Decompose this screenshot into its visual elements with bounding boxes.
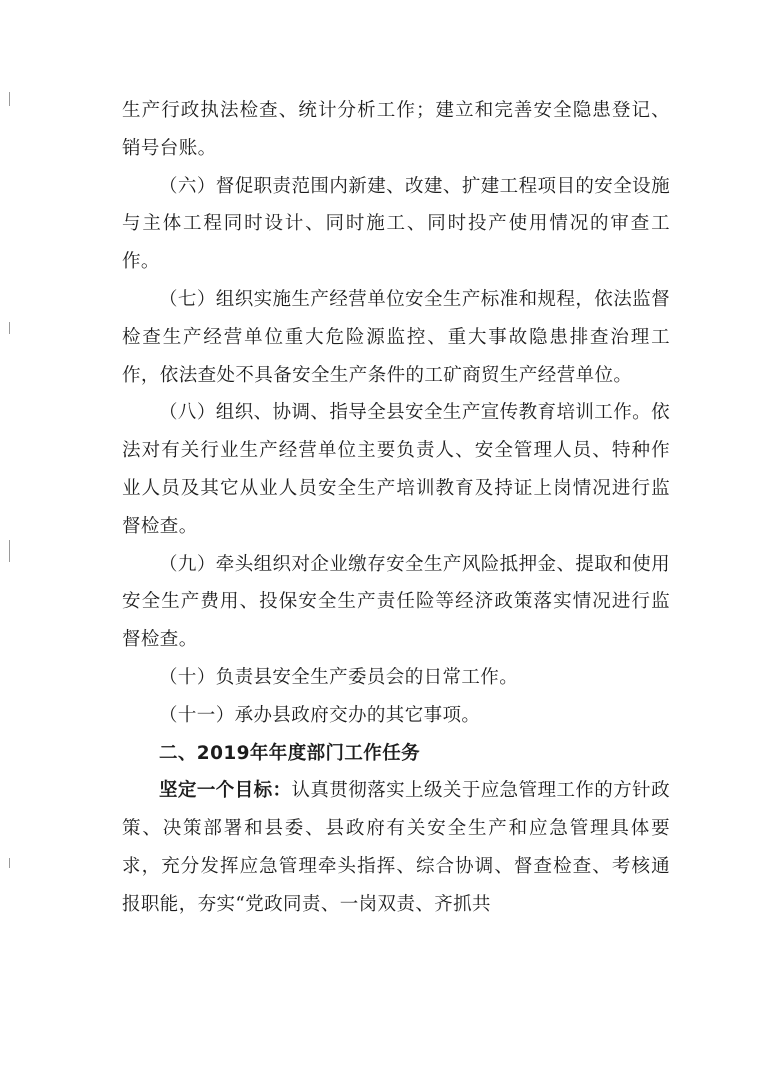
scan-edge-mark — [9, 858, 10, 868]
section-heading: 二、2019年年度部门工作任务 — [159, 742, 420, 764]
paragraph-item-8: （八）组织、协调、指导全县安全生产宣传教育培训工作。依法对有关行业生产经营单位主要负责人、安全管理人员、特种作业人员及其它从业人员安全生产培训教育及持证上岗情况进行监督检查。 — [122, 402, 670, 537]
scan-edge-mark — [9, 540, 10, 562]
paragraph-item-7: （七）组织实施生产经营单位安全生产标准和规程，依法监督检查生产经营单位重大危险源监控、重大事故隐患排查治理工作，依法查处不具备安全生产条件的工矿商贸生产经营单位。 — [122, 288, 670, 386]
paragraph-goal — [122, 772, 670, 923]
goal-lead: 坚定一个目标： — [159, 780, 292, 802]
paragraph-item-6: （六）督促职责范围内新建、改建、扩建工程项目的安全设施与主体工程同时设计、同时施工、同时投产使用情况的审查工作。 — [122, 175, 670, 273]
paragraph-item-9: （九）牵头组织对企业缴存安全生产风险抵押金、提取和使用安全生产费用、投保安全生产责任险等经济政策落实情况进行监督检查。 — [122, 553, 670, 651]
paragraph-continuation: 生产行政执法检查、统计分析工作；建立和完善安全隐患登记、销号台账。 — [122, 100, 670, 159]
scan-edge-mark — [9, 92, 10, 106]
paragraph-item-11: （十一）承办县政府交办的其它事项。 — [159, 704, 481, 726]
document-body — [122, 92, 670, 924]
paragraph-item-10: （十）负责县安全生产委员会的日常工作。 — [159, 666, 519, 688]
goal-text: 认真贯彻落实上级关于应急管理工作的方针政策、决策部署和县委、县政府有关安全生产和应急管理具体要求，充分发挥应急管理牵头指挥、综合协调、督查检查、考核通报职能，夯实“党政同责、一岗双责、齐抓共 — [122, 780, 670, 915]
scan-edge-mark — [9, 322, 10, 334]
